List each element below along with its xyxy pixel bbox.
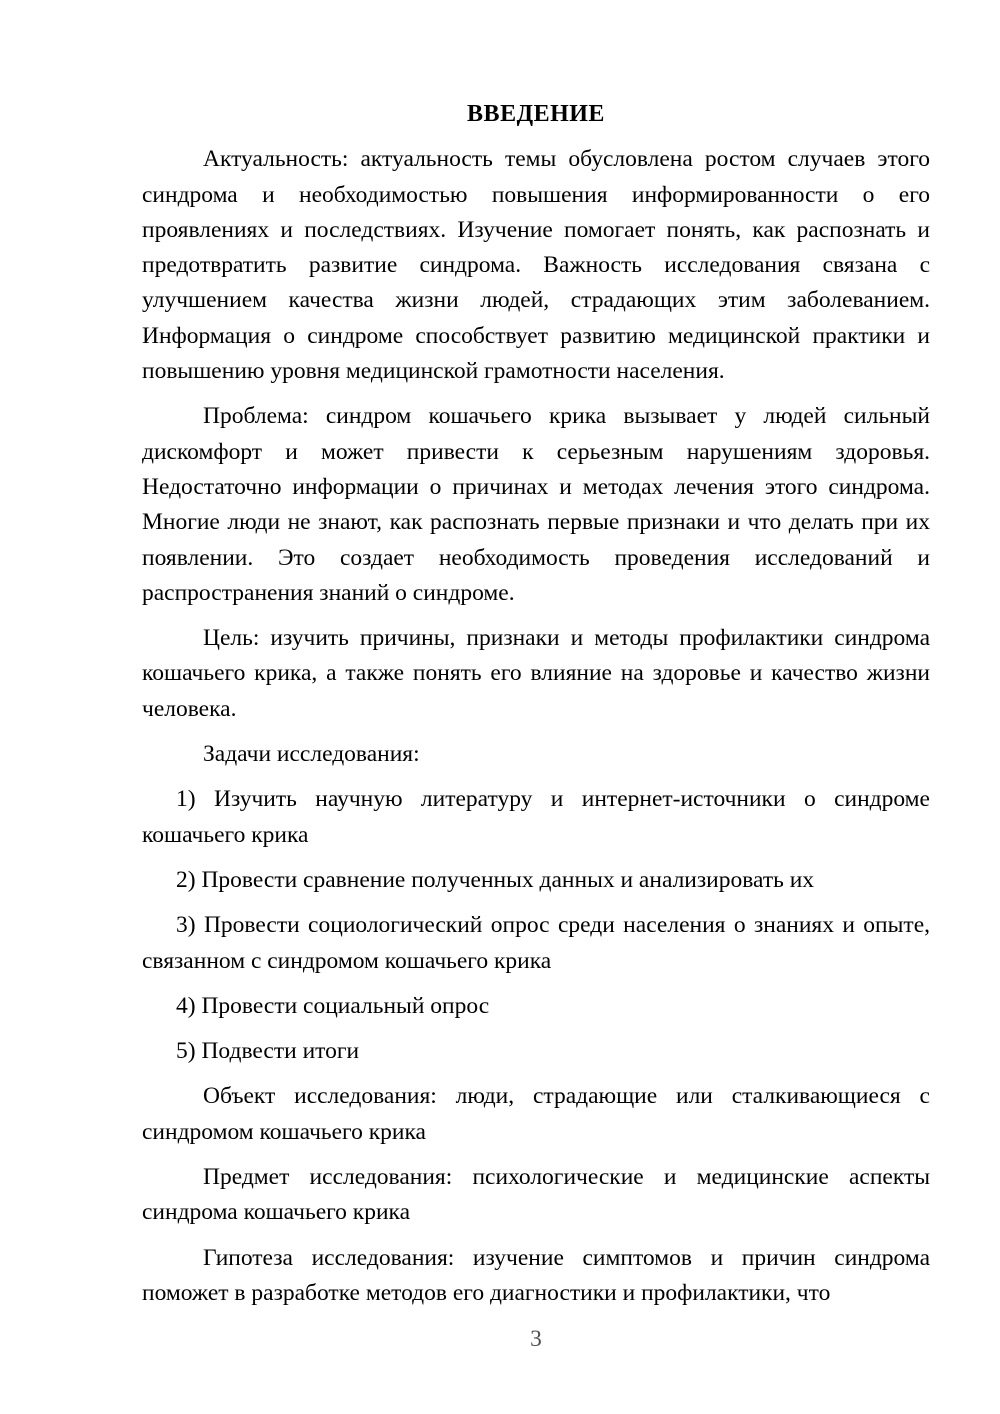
task-item-1: 1) Изучить научную литературу и интернет-источники о синдроме кошачьего крика — [142, 786, 930, 848]
task-item-2: 2) Провести сравнение полученных данных и анализировать их — [176, 866, 815, 893]
paragraph-goal: Цель: изучить причины, признаки и методы профилактики синдрома кошачьего крика, а также понять его влияние на здоровье и качество жизни человека. — [142, 625, 930, 722]
tasks-heading: Задачи исследования: — [203, 741, 420, 768]
page-number: 3 — [530, 1326, 542, 1352]
paragraph-object: Объект исследования: люди, страдающие или сталкивающиеся с синдромом кошачьего крика — [142, 1083, 930, 1145]
page-footer — [142, 1322, 930, 1357]
task-item-3: 3) Провести социологический опрос среди населения о знаниях и опыте, связанном с синдромом кошачьего крика — [142, 912, 930, 974]
task-item-4: 4) Провести социальный опрос — [176, 992, 490, 1019]
paragraph-relevance: Актуальность: актуальность темы обусловлена ростом случаев этого синдрома и необходимостью повышения информированности о его проявлениях и последствиях. Изучение помогает понять, как распознать и предотвратить развитие синдрома. Важность исследования связана с улучшением качества жизни людей, страдающих этим заболеванием. Информация о синдроме способствует развитию медицинской практики и повышению уровня медицинской грамотности населения. — [142, 146, 930, 385]
task-item-5: 5) Подвести итоги — [176, 1038, 360, 1065]
page-title: ВВЕДЕНИЕ — [467, 101, 605, 127]
paragraph-hypothesis: Гипотеза исследования: изучение симптомов и причин синдрома поможет в разработке методов его диагностики и профилактики, что — [142, 1244, 930, 1306]
paragraph-subject: Предмет исследования: психологические и медицинские аспекты синдрома кошачьего крика — [142, 1164, 930, 1226]
paragraph-problem: Проблема: синдром кошачьего крика вызывает у людей сильный дискомфорт и может привести к серьезным нарушениям здоровья. Недостаточно информации о причинах и методах лечения этого синдрома. Многие люди не знают, как распознать первые признаки и что делать при их появлении. Это создает необходимость проведения исследований и распространения знаний о синдроме. — [142, 403, 930, 606]
